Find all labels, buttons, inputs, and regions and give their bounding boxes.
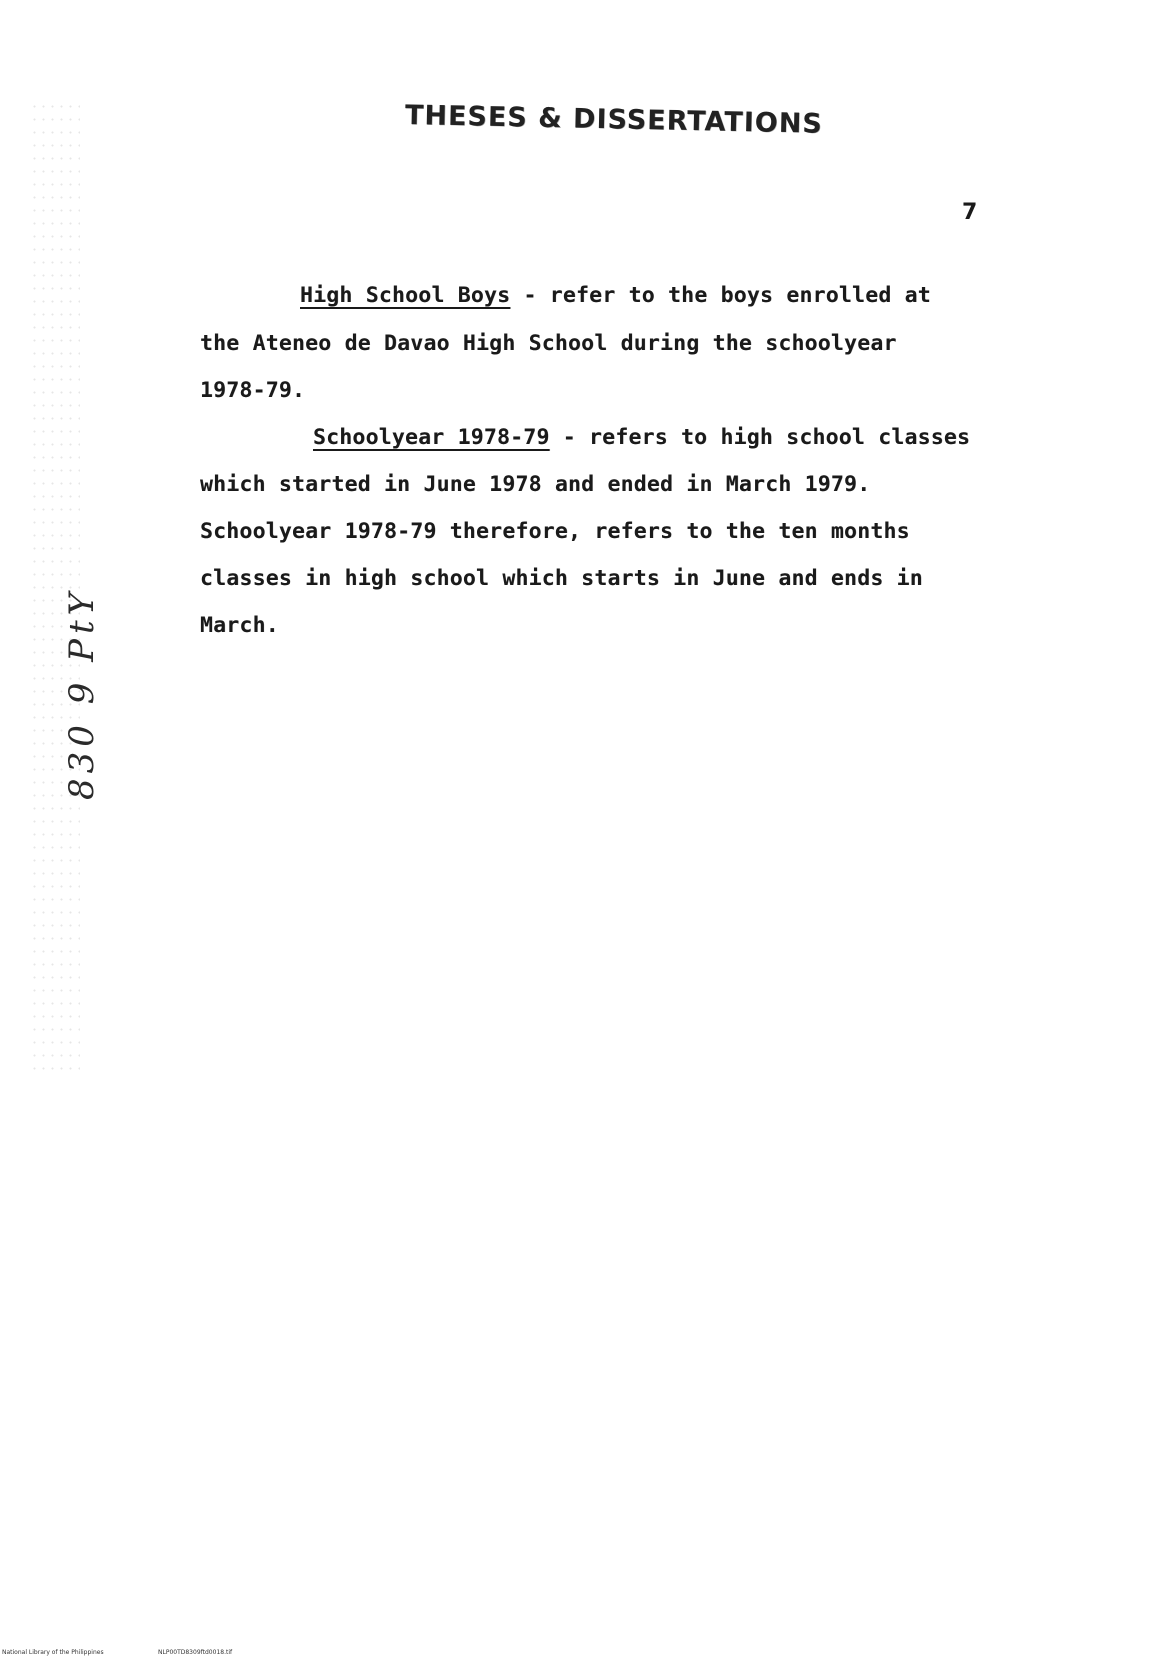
handwritten-call-number [62,587,102,815]
paragraph2-line5: March. [200,613,279,638]
footer-library: National Library of the Philippines [2,1649,104,1656]
paragraph1-line1 [300,283,931,308]
archive-stamp: THESES & DISSERTATIONS [404,100,824,140]
paragraph2-line3: Schoolyear 1978-79 therefore, refers to the ten months [200,519,910,544]
handwritten-text: 830 9 PtY [62,587,102,800]
paragraph2-line4: classes in high school which starts in June and ends in [200,566,923,591]
paragraph1-line2: the Ateneo de Davao High School during the schoolyear [200,331,897,356]
paragraph2-line1 [313,425,970,450]
term-high-school-boys: High School Boys [300,283,511,308]
footer-file: NLP00TD8309ftd0018.tif [158,1649,233,1656]
paragraph1-line3: 1978-79. [200,378,306,403]
paragraph2-line1-rest: - refers to high school classes [549,425,971,450]
page-number: 7 [962,200,978,225]
paragraph1-line1-rest: - refer to the boys enrolled at [510,283,931,308]
paragraph2-line2: which started in June 1978 and ended in March 1979. [200,472,871,497]
term-schoolyear: Schoolyear 1978-79 [313,425,550,450]
